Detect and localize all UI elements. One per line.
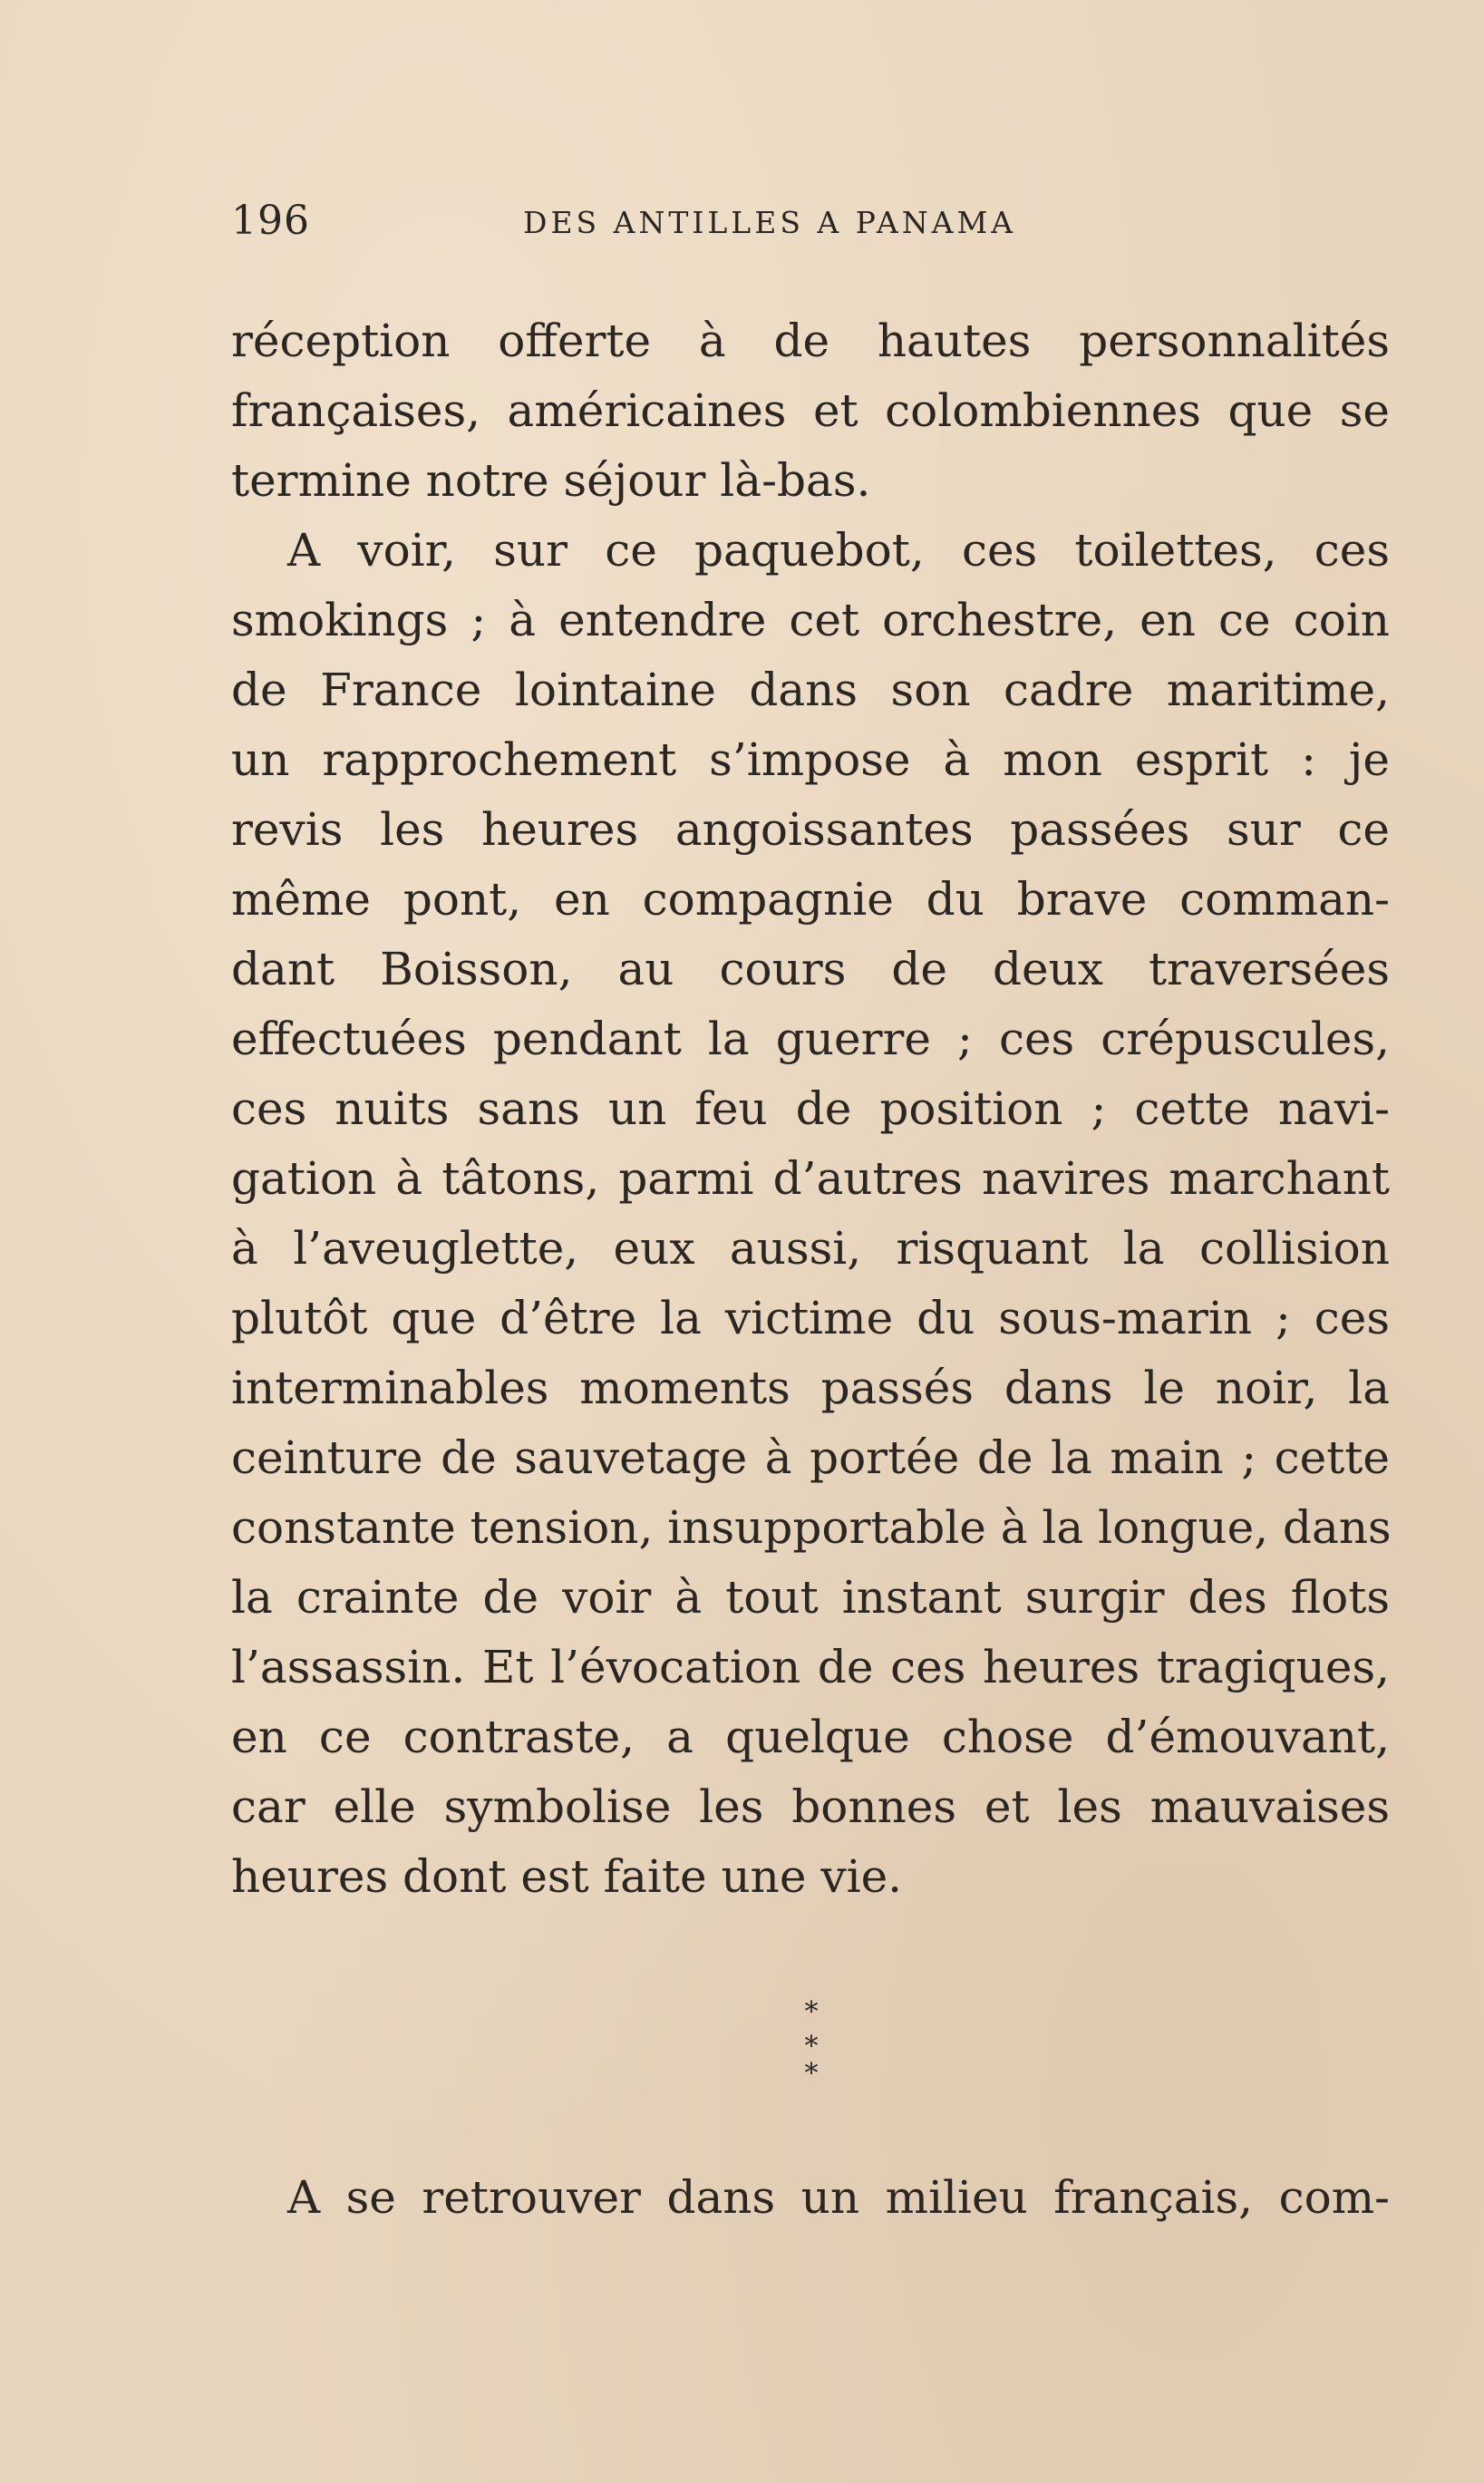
text-line: en ce contraste, a quelque chose d’émouvant, [231, 1711, 1390, 1763]
continuation-line: A se retrouver dans un milieu français, com- [287, 2171, 1390, 2224]
text-line: un rapprochement s’impose à mon esprit : je [231, 733, 1390, 786]
text-line: smokings ; à entendre cet orchestre, en ce coin [231, 594, 1390, 646]
text-line: gation à tâtons, parmi d’autres navires marchant [231, 1152, 1390, 1205]
text-line: car elle symbolise les bonnes et les mauvaises [231, 1780, 1390, 1833]
text-line: de France lointaine dans son cadre maritime, [231, 664, 1390, 716]
text-line: termine notre séjour là-bas. [231, 454, 871, 507]
running-title: DES ANTILLES A PANAMA [523, 205, 1017, 240]
text-line: ceinture de sauvetage à portée de la main ; cette [231, 1431, 1390, 1484]
text-line: l’assassin. Et l’évocation de ces heures tragiques, [231, 1641, 1390, 1693]
text-line: heures dont est faite une vie. [231, 1850, 903, 1903]
text-line: réception offerte à de hautes personnalités [231, 315, 1390, 367]
text-line: interminables moments passés dans le noir, la [231, 1362, 1390, 1414]
text-line: françaises, américaines et colombiennes que se [231, 384, 1390, 437]
text-line: à l’aveuglette, eux aussi, risquant la collision [231, 1222, 1390, 1275]
page-number: 196 [231, 198, 310, 244]
body-text [231, 306, 1390, 1912]
text-line: A voir, sur ce paquebot, ces toilettes, ces [287, 524, 1390, 577]
text-line: dant Boisson, au cours de deux traversées [231, 943, 1390, 995]
text-line: ces nuits sans un feu de position ; cette navi- [231, 1082, 1390, 1135]
text-line: même pont, en compagnie du brave comman- [231, 873, 1390, 926]
text-line: effectuées pendant la guerre ; ces crépuscules, [231, 1013, 1390, 1065]
text-line: plutôt que d’être la victime du sous-marin ; ces [231, 1292, 1390, 1344]
text-line: constante tension, insupportable à la longue, dans [231, 1501, 1392, 1554]
asterism-bottom: * * [804, 2031, 835, 2090]
text-line: revis les heures angoissantes passées sur ce [231, 803, 1390, 856]
page-header [231, 198, 1138, 252]
asterism-top: * [804, 1996, 819, 2028]
section-break-asterism [766, 1996, 857, 2090]
text-line: la crainte de voir à tout instant surgir des flots [231, 1571, 1390, 1624]
